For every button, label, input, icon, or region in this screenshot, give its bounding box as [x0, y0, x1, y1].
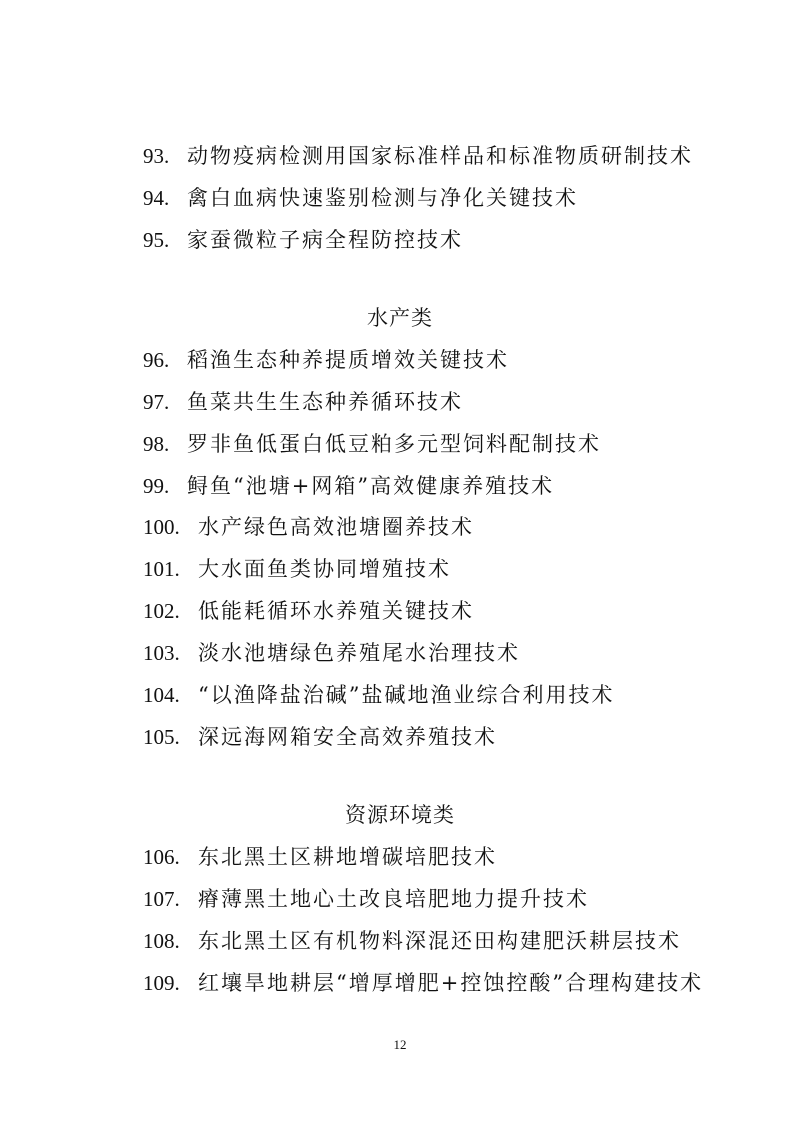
list-item: [143, 599, 474, 623]
item-number: 95.: [143, 228, 170, 252]
list-item: [143, 228, 463, 252]
item-text: 东北黑土区耕地增碳培肥技术: [198, 845, 497, 869]
item-text: 鱼菜共生生态种养循环技术: [187, 390, 463, 414]
item-number: 101.: [143, 557, 180, 581]
list-item: [143, 887, 589, 911]
item-text: 东北黑土区有机物料深混还田构建肥沃耕层技术: [198, 929, 681, 953]
item-number: 98.: [143, 432, 170, 456]
list-item: [143, 186, 578, 210]
item-text: “以渔降盐治碱”盐碱地渔业综合利用技术: [198, 683, 615, 707]
page-number: 12: [393, 1037, 407, 1052]
section-heading-resources: 资源环境类: [345, 803, 455, 827]
item-text: 家蚕微粒子病全程防控技术: [187, 228, 463, 252]
list-item: [143, 725, 497, 749]
list-item: [143, 432, 601, 456]
list-item: [143, 390, 463, 414]
item-text: 大水面鱼类协同增殖技术: [198, 557, 451, 581]
item-number: 102.: [143, 599, 180, 623]
item-text: 水产绿色高效池塘圈养技术: [198, 515, 474, 539]
list-item: [143, 845, 497, 869]
list-item: [143, 348, 509, 372]
list-item: [143, 971, 703, 995]
item-number: 105.: [143, 725, 180, 749]
list-item: [143, 144, 693, 168]
item-number: 94.: [143, 186, 170, 210]
item-number: 108.: [143, 929, 180, 953]
section-heading-aquatic: 水产类: [367, 306, 433, 330]
item-number: 103.: [143, 641, 180, 665]
item-text: 稻渔生态种养提质增效关键技术: [187, 348, 509, 372]
item-text: 动物疫病检测用国家标准样品和标准物质研制技术: [187, 144, 693, 168]
list-item: [143, 683, 614, 707]
list-item: [143, 474, 554, 498]
item-text: 罗非鱼低蛋白低豆粕多元型饲料配制技术: [187, 432, 601, 456]
item-number: 96.: [143, 348, 170, 372]
item-text: 淡水池塘绿色养殖尾水治理技术: [198, 641, 520, 665]
list-item: [143, 515, 474, 539]
item-number: 99.: [143, 474, 170, 498]
item-number: 107.: [143, 887, 180, 911]
list-item: [143, 929, 681, 953]
list-item: [143, 557, 451, 581]
item-number: 106.: [143, 845, 180, 869]
item-number: 104.: [143, 683, 180, 707]
item-text: 低能耗循环水养殖关键技术: [198, 599, 474, 623]
item-text: 禽白血病快速鉴别检测与净化关键技术: [187, 186, 578, 210]
item-text: 深远海网箱安全高效养殖技术: [198, 725, 497, 749]
item-text: 鲟鱼“池塘+网箱”高效健康养殖技术: [187, 474, 555, 498]
item-number: 109.: [143, 971, 180, 995]
item-number: 97.: [143, 390, 170, 414]
item-text: 红壤旱地耕层“增厚增肥+控蚀控酸”合理构建技术: [198, 971, 704, 995]
item-number: 93.: [143, 144, 170, 168]
list-item: [143, 641, 520, 665]
item-text: 瘠薄黑土地心土改良培肥地力提升技术: [198, 887, 589, 911]
item-number: 100.: [143, 515, 180, 539]
